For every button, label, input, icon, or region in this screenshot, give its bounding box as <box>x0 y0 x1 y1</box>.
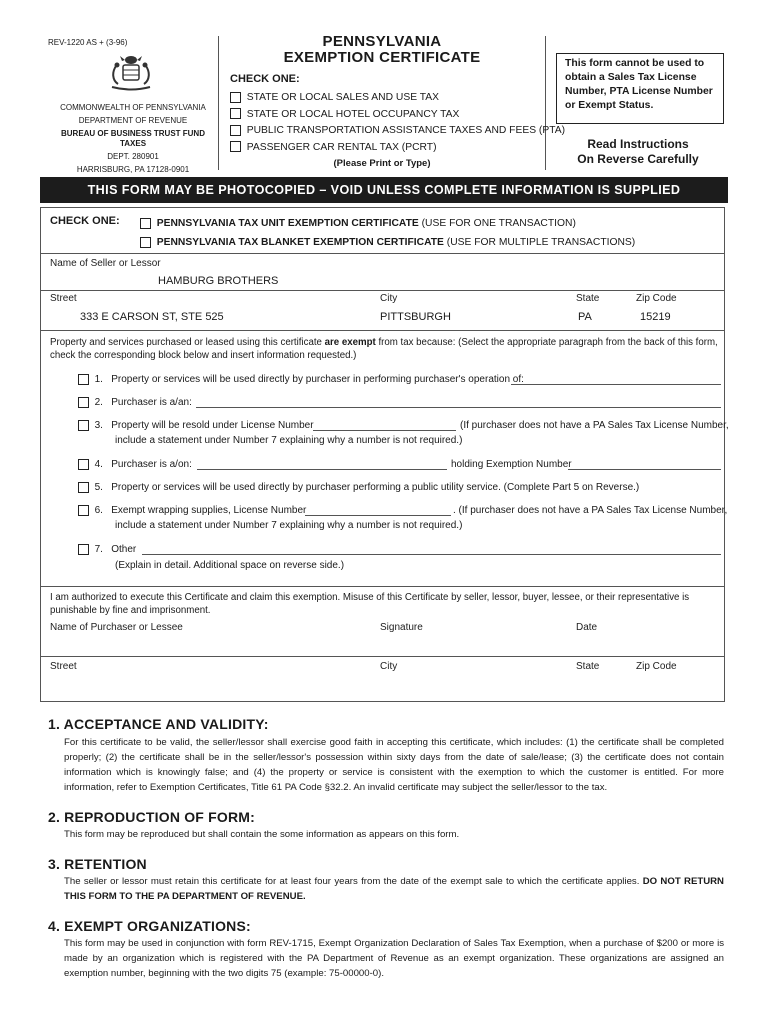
reason-number: 3. <box>94 420 103 431</box>
reason-text: Exempt wrapping supplies, License Number <box>111 505 307 516</box>
tax-option-sales-use[interactable] <box>230 90 565 107</box>
section-body-bold: DO NOT RETURN THIS FORM TO THE PA DEPARTMENT OF REVENUE. <box>64 876 724 902</box>
date-field[interactable] <box>574 636 719 654</box>
title-line-2: EXEMPTION CERTIFICATE <box>283 49 481 66</box>
intro-bold: are exempt <box>324 337 376 348</box>
read-instructions <box>548 137 728 167</box>
reason-text: Purchaser is a/on: <box>111 459 192 470</box>
reason-text: include a statement under Number 7 explaining why a number is not required.) <box>115 520 463 531</box>
agency-line: BUREAU OF BUSINESS TRUST FUND TAXES <box>60 129 205 148</box>
reason-7[interactable] <box>78 543 136 556</box>
seller-zip-field[interactable]: 15219 <box>640 311 671 323</box>
checkbox[interactable] <box>140 218 151 229</box>
option-label: (USE FOR MULTIPLE TRANSACTIONS) <box>446 237 636 248</box>
purchaser-zip-label: Zip Code <box>636 661 677 672</box>
reason-text: Property or services will be used directly by purchaser in performing purchaser's operation of: <box>111 374 524 385</box>
section-reproduction <box>48 809 724 842</box>
checkbox[interactable] <box>78 459 89 470</box>
seller-zip-label: Zip Code <box>636 293 677 304</box>
reason-number: 6. <box>94 505 103 516</box>
option-label: PUBLIC TRANSPORTATION ASSISTANCE TAXES AND FEES (PTA) <box>246 125 566 136</box>
tax-type-options <box>230 90 565 156</box>
section-exempt-organizations <box>48 918 724 981</box>
form-title <box>222 34 542 66</box>
option-label: STATE OR LOCAL SALES AND USE TAX <box>246 92 440 103</box>
agency-line: HARRISBURG, PA 17128-0901 <box>76 165 190 174</box>
purchaser-name-field[interactable] <box>48 636 368 654</box>
section-acceptance <box>48 716 724 795</box>
purchaser-city-label: City <box>380 661 398 672</box>
signature-label: Signature <box>380 622 423 633</box>
seller-city-field[interactable]: PITTSBURGH <box>380 311 451 323</box>
photocopy-banner: THIS FORM MAY BE PHOTOCOPIED – VOID UNLESS COMPLETE INFORMATION IS SUPPLIED <box>40 177 728 203</box>
purchaser-street-label: Street <box>50 661 77 672</box>
checkbox[interactable] <box>230 141 241 152</box>
reason-7-field[interactable] <box>142 554 721 555</box>
reason-5[interactable] <box>78 481 639 494</box>
tax-option-hotel[interactable] <box>230 107 565 124</box>
option-label: STATE OR LOCAL HOTEL OCCUPANCY TAX <box>246 108 460 120</box>
reason-4-org-field[interactable] <box>197 469 447 470</box>
notice-box <box>556 53 724 124</box>
section-title: 3. RETENTION <box>48 856 147 872</box>
tax-option-pcrt[interactable] <box>230 140 565 157</box>
reason-4-exemption-field[interactable] <box>568 469 721 470</box>
purchaser-state-label: State <box>576 661 600 672</box>
cert-type-options <box>140 214 635 252</box>
option-label-bold: PENNSYLVANIA TAX UNIT EXEMPTION CERTIFICATE <box>156 218 419 229</box>
reason-text: Purchaser is a/an: <box>111 397 192 408</box>
seller-street-field[interactable]: 333 E CARSON ST, STE 525 <box>80 311 224 323</box>
exemption-intro <box>50 336 718 362</box>
form-code: REV-1220 AS + (3-96) <box>48 38 128 47</box>
reason-1-field[interactable] <box>511 384 721 385</box>
print-note: (Please Print or Type) <box>333 158 431 169</box>
reason-2[interactable] <box>78 396 192 409</box>
reason-4[interactable] <box>78 458 192 471</box>
instructions <box>48 716 724 981</box>
purchaser-address-field[interactable] <box>48 675 718 697</box>
section-body-text: The seller or lessor must retain this certificate for at least four years from the date of the exempt sale to which the certificate applies. <box>64 876 640 887</box>
section-body <box>64 874 724 904</box>
section-retention <box>48 856 724 904</box>
seller-name-label: Name of Seller or Lessor <box>50 258 161 269</box>
checkbox[interactable] <box>78 505 89 516</box>
reason-text: (Explain in detail. Additional space on reverse side.) <box>115 560 345 571</box>
reason-text: Property or services will be used directly by purchaser performing a public utility service. (Complete Part 5 on Reverse.) <box>111 482 640 493</box>
reason-text: . (If purchaser does not have a PA Sales Tax License Number, <box>453 505 728 516</box>
agency-line: DEPARTMENT OF REVENUE <box>78 116 188 125</box>
notice-text: This form cannot be used to obtain a Sales Tax License Number, PTA License Number or Exempt Status. <box>565 58 713 111</box>
reason-1[interactable] <box>78 373 524 386</box>
title-line-1: PENNSYLVANIA <box>322 33 442 50</box>
date-label: Date <box>576 622 598 633</box>
section-title: 1. ACCEPTANCE AND VALIDITY: <box>48 716 269 732</box>
signature-field[interactable] <box>378 636 568 654</box>
seller-state-field[interactable]: PA <box>578 311 592 323</box>
cert-check-one-label: CHECK ONE: <box>50 215 120 227</box>
section-title: 4. EXEMPT ORGANIZATIONS: <box>48 918 251 934</box>
checkbox[interactable] <box>78 397 89 408</box>
checkbox[interactable] <box>78 420 89 431</box>
agency-address <box>48 103 218 175</box>
checkbox[interactable] <box>78 482 89 493</box>
agency-line: DEPT. 280901 <box>107 152 159 161</box>
reason-number: 4. <box>94 459 103 470</box>
reason-2-field[interactable] <box>196 407 721 408</box>
cert-option-unit[interactable] <box>140 214 635 233</box>
read-instructions-line: Read Instructions <box>587 137 689 151</box>
reason-text: include a statement under Number 7 explaining why a number is not required.) <box>115 435 463 446</box>
reason-text: Other <box>111 544 137 555</box>
reason-text: (If purchaser does not have a PA Sales Tax License Number, <box>460 420 729 431</box>
reason-number: 2. <box>94 397 103 408</box>
read-instructions-line: On Reverse Carefully <box>577 152 699 166</box>
intro-text: Property and services purchased or leased using this certificate <box>50 337 325 348</box>
intro-text: from tax because: (Select the appropriate paragraph from the back of this form, check the corresponding block below and insert information requested.) <box>50 337 718 361</box>
authorization-statement: I am authorized to execute this Certificate and claim this exemption. Misuse of this Certificate by seller, lessor, buyer, lessee, or their representative is punishable by fine and imprisonment. <box>50 592 690 616</box>
reason-text: Property will be resold under License Number <box>111 420 314 431</box>
checkbox[interactable] <box>78 544 89 555</box>
section-body: This form may be reproduced but shall contain the some information as appears on this form. <box>64 829 460 840</box>
checkbox[interactable] <box>230 108 241 119</box>
seller-name-field[interactable]: HAMBURG BROTHERS <box>158 275 279 287</box>
checkbox[interactable] <box>140 237 151 248</box>
checkbox[interactable] <box>78 374 89 385</box>
reason-6-license-field[interactable] <box>305 515 451 516</box>
section-body: For this certificate to be valid, the seller/lessor shall exercise good faith in accepting this certificate, which includes: (1) the certificate shall be completed properly; (2) the certificate shall be in the seller/lessor's possession within sixty days from the date of sale/lease; (3) the certificate does not contain information which is knowingly false; and (4) the property or service is consistent with the exemption to which the customer is entitled. For more information, refer to Exemption Certificates, Title 61 PA Code §32.2. An invalid certificate may subject the seller/lessor to the tax. <box>64 737 724 793</box>
cert-option-blanket[interactable] <box>140 233 635 252</box>
option-label-bold: PENNSYLVANIA TAX BLANKET EXEMPTION CERTIFICATE <box>156 237 444 248</box>
option-label: (USE FOR ONE TRANSACTION) <box>421 218 576 229</box>
purchaser-name-label: Name of Purchaser or Lessee <box>50 622 183 633</box>
section-title: 2. REPRODUCTION OF FORM: <box>48 809 256 825</box>
reason-text: holding Exemption Number <box>451 459 572 470</box>
checkbox[interactable] <box>230 125 241 136</box>
tax-option-pta[interactable] <box>230 123 565 140</box>
reason-number: 5. <box>94 482 103 493</box>
agency-line: COMMONWEALTH OF PENNSYLVANIA <box>60 103 206 112</box>
checkbox[interactable] <box>230 92 241 103</box>
reason-number: 1. <box>94 374 103 385</box>
tax-check-one-label: CHECK ONE: <box>230 73 300 85</box>
reason-6[interactable] <box>78 504 306 517</box>
option-label: PASSENGER CAR RENTAL TAX (PCRT) <box>246 141 437 153</box>
reason-number: 7. <box>94 544 103 555</box>
reason-3[interactable] <box>78 419 314 432</box>
section-body: This form may be used in conjunction with form REV-1715, Exempt Organization Declaration of Sales Tax Exemption, when a purchase of $200 or more is made by an organization which is registered with the PA Department of Revenue as an exempt organization. These organizations are assigned an exemption number, beginning with the two digits 75 (example: 75-00000-0). <box>64 938 724 979</box>
seller-state-label: State <box>576 293 600 304</box>
reason-3-license-field[interactable] <box>313 430 456 431</box>
seller-city-label: City <box>380 293 398 304</box>
seller-street-label: Street <box>50 293 77 304</box>
pennsylvania-seal-icon <box>106 52 156 92</box>
